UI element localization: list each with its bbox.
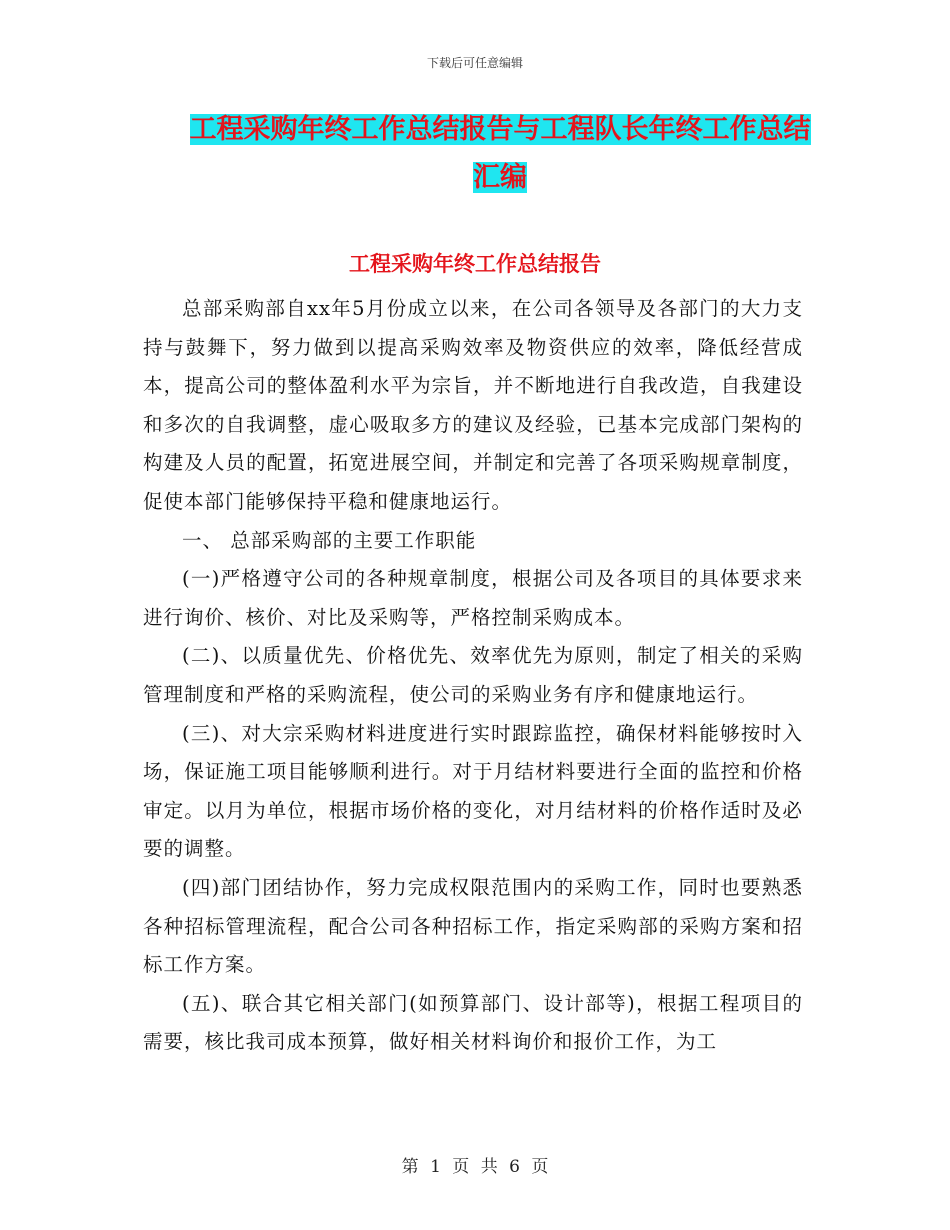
paragraph: (五)、联合其它相关部门(如预算部门、设计部等)，根据工程项目的需要，核比我司成本预算，做好相关材料询价和报价工作，为工 — [143, 991, 803, 1054]
paragraph: 一、 总部采购部的主要工作职能 — [182, 528, 477, 552]
body-text — [143, 290, 803, 1062]
document-title-line1: 工程采购年终工作总结报告与工程队长年终工作总结 — [189, 114, 811, 145]
page-footer: 第 1 页 共 6 页 — [401, 1157, 549, 1177]
paragraph: (二)、以质量优先、价格优先、效率优先为原则，制定了相关的采购管理制度和严格的采购流程，使公司的采购业务有序和健康地运行。 — [143, 644, 803, 706]
paragraph: (四)部门团结协作，努力完成权限范围内的采购工作，同时也要熟悉各种招标管理流程，配合公司各种招标工作，指定采购部的采购方案和招标工作方案。 — [143, 875, 803, 977]
document-title-line2: 汇编 — [473, 162, 527, 193]
paragraph: (一)严格遵守公司的各种规章制度，根据公司及各项目的具体要求来进行询价、核价、对比及采购等，严格控制采购成本。 — [143, 567, 803, 629]
document-title — [150, 106, 850, 202]
paragraph: 总部采购部自xx年5月份成立以来，在公司各领导及各部门的大力支持与鼓舞下，努力做到以提高采购效率及物资供应的效率，降低经营成本，提高公司的整体盈利水平为宗旨，并不断地进行自我改造，自我建设和多次的自我调整，虚心吸取多方的建议及经验，已基本完成部门架构的构建及人员的配置，拓宽进展空间，并制定和完善了各项采购规章制度，促使本部门能够保持平稳和健康地运行。 — [143, 297, 803, 513]
paragraph: (三)、对大宗采购材料进度进行实时跟踪监控，确保材料能够按时入场，保证施工项目能够顺利进行。对于月结材料要进行全面的监控和价格审定。以月为单位，根据市场价格的变化，对月结材料的价格作适时及必要的调整。 — [143, 721, 803, 861]
header-note: 下载后可任意编辑 — [426, 56, 523, 70]
section-title: 工程采购年终工作总结报告 — [349, 251, 601, 276]
